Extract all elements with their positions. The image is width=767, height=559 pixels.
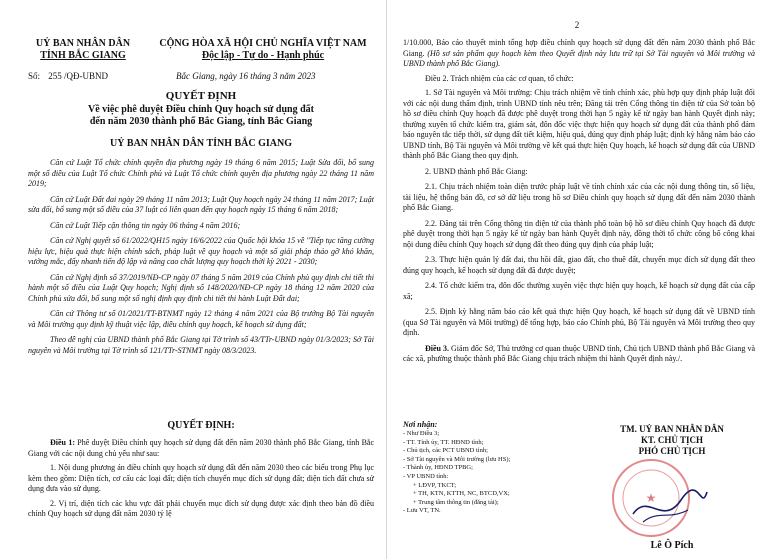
recipients-block	[403, 420, 573, 516]
article-1-label: Điều 1:	[50, 438, 75, 447]
recipient-item: - TT. Tỉnh ủy, TT. HĐND tỉnh;	[403, 438, 484, 446]
agency-header	[28, 38, 138, 62]
preamble-para: Theo đề nghị của UBND thành phố Bắc Giang tại Tờ trình số 43/TTr-UBND ngày 01/3/2023; Sở Tài nguyên và Môi trường tại Tờ trình số 121/TTr-STNMT ngày 08/3/2023.	[28, 335, 374, 355]
recipient-item: - Lưu VT, TN.	[403, 507, 441, 515]
doc-code: /QĐ-UBND	[64, 71, 109, 81]
recipient-item: - Như Điều 3;	[403, 430, 440, 437]
continuation-paragraph	[403, 38, 755, 70]
article-1-item: 1. Nội dung phương án điều chỉnh quy hoạch sử dụng đất đến năm 2030 theo các biểu trong Phụ lục kèm theo gồm: Diện tích, cơ cấu các loại đất; diện tích chuyển mục đích sử dụng đất; diện tích đất chưa sử dụng đưa vào sử dụng.	[28, 463, 374, 493]
article-1-text: Phê duyệt Điều chỉnh quy hoạch sử dụng đất đến năm 2030 thành phố Bắc Giang, tỉnh Bắc Giang với các nội dung chủ yếu như sau:	[28, 438, 374, 458]
sign-line-3: PHÓ CHỦ TỊCH	[638, 446, 706, 456]
preamble-para: Căn cứ Nghị định số 37/2019/NĐ-CP ngày 07 tháng 5 năm 2019 của Chính phủ quy định chi tiết thi hành một số điều của Luật Quy hoạch; Nghị định số 148/2020/NĐ-CP ngày 18 tháng 12 năm 2020 của Chính phủ sửa đổi, bổ sung một số nghị định quy định chi tiết thi hành Luật Đất đai;	[28, 272, 374, 303]
preamble-para: Căn cứ Luật Đất đai ngày 29 tháng 11 năm 2013; Luật Quy hoạch ngày 24 tháng 11 năm 2017; Luật sửa đổi, bổ sung một số điều của 37 luật có liên quan đến quy hoạch ngày 15 tháng 6 năm 2018;	[28, 194, 374, 214]
sub-item: 2.1. Chịu trách nhiệm toàn diện trước pháp luật về tính chính xác của các nội dung thông tin, số liệu, tài liệu, hệ thống bản đồ, cơ sở dữ liệu trong hồ sơ Điều chỉnh quy hoạch sử dụng đất đến năm 2030 thành phố Bắc Giang.	[403, 182, 755, 212]
sign-line-1: TM. UỶ BAN NHÂN DÂN	[620, 424, 724, 434]
svg-text:★: ★	[645, 491, 657, 505]
date-place: Bắc Giang,	[176, 71, 217, 81]
preamble-para: Căn cứ Luật Tổ chức chính quyền địa phương ngày 19 tháng 6 năm 2015; Luật Sửa đổi, bổ sung một số điều của Luật Tổ chức Chính phủ và Luật Tổ chức chính quyền địa phương ngày 22 tháng 11 năm 2019;	[28, 158, 374, 188]
date-text: ngày 16 tháng 3 năm 2023	[219, 71, 316, 81]
recipients-heading: Nơi nhận:	[403, 420, 438, 429]
sub-item: 2.2. Đăng tải trên Cổng thông tin điện tử của thành phố toàn bộ hồ sơ điều chỉnh Quy hoạch đã được phê duyệt trong thời hạn 5 ngày kể từ ngày ban hành Quyết định này, đồng thời tổ chức công bố công khai nội dung điều chỉnh Quy hoạch sử dụng đất theo đúng quy định của pháp luật;	[403, 218, 755, 249]
article-3-text: Giám đốc Sở, Thủ trưởng cơ quan thuộc UBND tỉnh, Chủ tịch UBND thành phố Bắc Giang và các xã, phường thuộc thành phố Bắc Giang chịu trách nhiệm thi hành Quyết định này./.	[403, 343, 755, 363]
article-3-label: Điều 3.	[425, 343, 450, 353]
doc-subject	[28, 104, 374, 128]
recipient-item: - VP UBND tỉnh:	[403, 472, 449, 480]
subject-line-1: Về việc phê duyệt Điều chỉnh Quy hoạch sử dụng đất	[87, 104, 315, 115]
nation-line-2: Độc lập - Tự do - Hạnh phúc	[201, 50, 325, 61]
doc-type: QUYẾT ĐỊNH	[165, 90, 237, 102]
sign-line-2: KT. CHỦ TỊCH	[641, 435, 703, 445]
agency-line-2: TỈNH BẮC GIANG	[40, 50, 126, 61]
sub-item: 2.4. Tổ chức kiểm tra, đôn đốc thường xuyên việc thực hiện quy hoạch, kế hoạch sử dụng đất của cấp xã;	[403, 281, 755, 301]
recipient-item: + LĐVP, TKCT;	[413, 481, 457, 489]
recipient-item: + Trung tâm thông tin (đăng tải);	[413, 498, 499, 506]
nation-header	[152, 38, 374, 62]
article-2-intro: Điều 2. Trách nhiệm của các cơ quan, tổ chức:	[425, 73, 574, 83]
decide-heading: QUYẾT ĐỊNH:	[167, 420, 235, 431]
article-2-item-1: 1. Sở Tài nguyên và Môi trường: Chịu trách nhiệm về tính chính xác, phù hợp quy định pháp luật đối với các nội dung thẩm định, trình UBND tỉnh nêu trên; Đăng tải trên Cổng thông tin điện tử của Sở toàn bộ hồ sơ điều chỉnh Quy hoạch đã được phê duyệt trong thời hạn 5 ngày kể từ ngày ban hành Quyết định này; thường xuyên tổ chức kiểm tra, giám sát, đôn đốc việc thực hiện quy hoạch sử dụng đất của thành phố đảm bảo nguyên tắc tiếp thời, sử dụng đất tiết kiệm, hiệu quả, đúng quy định pháp luật; định kỳ hằng năm báo cáo UBND tỉnh, Bộ Tài nguyên và Môi trường về kết quả thực hiện Quy hoạch, kế hoạch sử dụng đất của UBND thành phố Bắc Giang theo quy định.	[403, 88, 755, 160]
signer-name: Lê Ô Pích	[650, 540, 694, 551]
agency-line-1: UỶ BAN NHÂN DÂN	[35, 38, 131, 49]
page-number: 2	[574, 20, 580, 30]
recipient-item: - Sở Tài nguyên và Môi trường (lưu HS);	[403, 455, 511, 463]
article-3-paragraph	[403, 344, 755, 365]
sub-item: 2.3. Thực hiện quản lý đất đai, thu hồi đất, giao đất, cho thuê đất, chuyển mục đích sử dụng đất theo đúng quy hoạch, kế hoạch sử dụng đất đã được duyệt;	[403, 255, 755, 275]
issuer-heading: UỶ BAN NHÂN DÂN TỈNH BẮC GIANG	[109, 138, 293, 149]
recipient-item: + TH, KTN, KTTH, NC, BTCD,VX;	[413, 490, 510, 498]
sub-item: 2.5. Định kỳ hằng năm báo cáo kết quả thực hiện Quy hoạch, kế hoạch sử dụng đất về UBND tỉnh (qua Sở Tài nguyên và Môi trường) để tổng hợp, báo cáo Chính phủ, Bộ Tài nguyên và Môi trường theo quy định.	[403, 307, 755, 337]
doc-date-line	[176, 71, 376, 82]
nation-line-1: CỘNG HÒA XÃ HỘI CHỦ NGHĨA VIỆT NAM	[159, 38, 367, 49]
page-2-body	[403, 38, 755, 365]
doc-number-line	[28, 71, 148, 82]
doc-number: 255	[48, 71, 62, 81]
subject-line-2: đến năm 2030 thành phố Bắc Giang, tỉnh Bắc Giang	[89, 116, 313, 127]
preamble-para: Căn cứ Luật Tiếp cận thông tin ngày 06 tháng 4 năm 2016;	[50, 220, 241, 230]
article-1-paragraph	[28, 438, 374, 459]
recipient-item: - Thành ủy, HĐND TPBG;	[403, 464, 473, 472]
preamble-para: Căn cứ Nghị quyết số 61/2022/QH15 ngày 16/6/2022 của Quốc hội khóa 15 về "Tiếp tục tăng cường hiệu lực, hiệu quả thực hiện chính sách, pháp luật về quy hoạch và một số giải pháp tháo gỡ khó khăn, vướng mắc, đẩy nhanh tiến độ lập và nâng cao chất lượng quy hoạch thời kỳ 2021 - 2030;	[28, 236, 374, 266]
preamble-para: Căn cứ Thông tư số 01/2021/TT-BTNMT ngày 12 tháng 4 năm 2021 của Bộ trưởng Bộ Tài nguyên và Môi trường quy định kỹ thuật việc lập, điều chỉnh quy hoạch, kế hoạch sử dụng đất;	[28, 309, 374, 329]
official-seal-icon	[603, 452, 713, 542]
article-1-item: 2. Vị trí, diện tích các khu vực đất phải chuyển mục đích sử dụng được xác định theo bản đồ điều chỉnh Quy hoạch sử dụng đất năm 2030 tỷ lệ	[28, 498, 374, 518]
doc-number-label: Số:	[28, 71, 41, 81]
page-2	[387, 0, 767, 559]
article-2-item-2: 2. UBND thành phố Bắc Giang:	[425, 166, 528, 176]
preamble	[28, 158, 374, 356]
recipient-item: - Chủ tịch, các PCT UBND tỉnh;	[403, 447, 488, 455]
article-1	[28, 438, 374, 520]
continuation-text: 1/10.000, Báo cáo thuyết minh tổng hợp điều chỉnh quy hoạch sử dụng đất đến năm 2030 thành phố Bắc Giang.	[403, 38, 755, 58]
continuation-italic: (Hồ sơ sản phẩm quy hoạch kèm theo Quyết định này lưu trữ tại Sở Tài nguyên và Môi trường và UBND thành phố Bắc Giang).	[403, 48, 755, 68]
